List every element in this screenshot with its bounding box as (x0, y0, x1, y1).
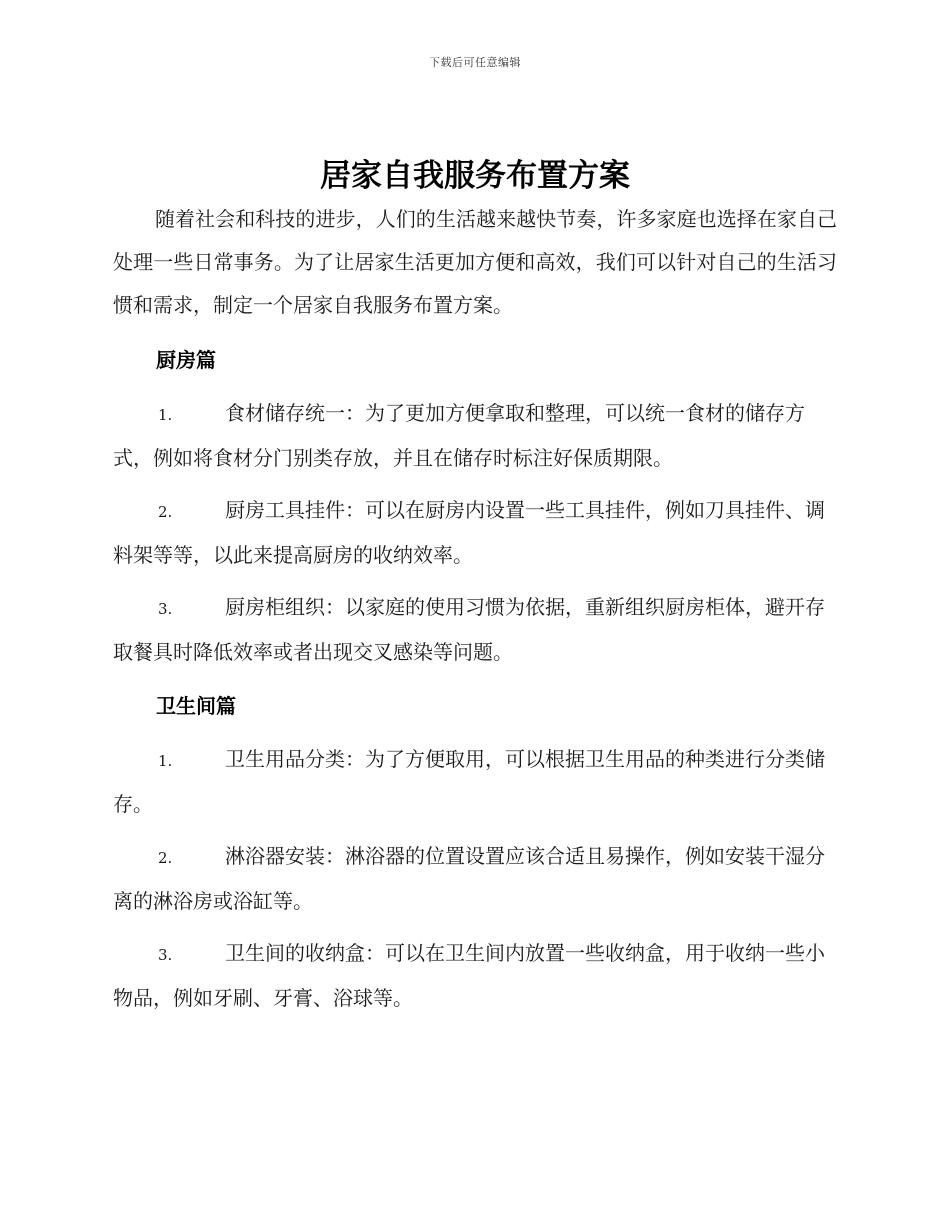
page-title: 居家自我服务布置方案 (320, 158, 630, 194)
list-item-text: 食材储存统一：为了更加方便拿取和整理，可以统一食材的储存方式，例如将食材分门别类存放，并且在储存时标注好保质期限。 (113, 401, 805, 470)
list-item-number: 1. (158, 752, 173, 770)
list-item (113, 586, 837, 674)
list-item-text: 厨房工具挂件：可以在厨房内设置一些工具挂件，例如刀具挂件、调料架等等，以此来提高厨房的收纳效率。 (113, 498, 825, 567)
list-item-number: 2. (158, 503, 173, 521)
section-heading-bathroom: 卫生间篇 (156, 694, 236, 718)
list-item (113, 738, 837, 826)
list-item-text: 厨房柜组织：以家庭的使用习惯为依据，重新组织厨房柜体，避开存取餐具时降低效率或者出现交叉感染等问题。 (113, 595, 825, 664)
list-item-text: 淋浴器安装：淋浴器的位置设置应该合适且易操作，例如安装干湿分离的淋浴房或浴缸等。 (113, 844, 825, 913)
list-item-text: 卫生间的收纳盒：可以在卫生间内放置一些收纳盒，用于收纳一些小物品，例如牙刷、牙膏、浴球等。 (113, 941, 825, 1010)
intro-paragraph: 随着社会和科技的进步，人们的生活越来越快节奏，许多家庭也选择在家自己处理一些日常事务。为了让居家生活更加方便和高效，我们可以针对自己的生活习惯和需求，制定一个居家自我服务布置方案。 (113, 207, 837, 317)
list-item (113, 392, 837, 480)
list-item (113, 932, 837, 1020)
header-note: 下载后可任意编辑 (429, 56, 521, 69)
list-item-text: 卫生用品分类：为了方便取用，可以根据卫生用品的种类进行分类储存。 (113, 747, 825, 816)
list-item-number: 2. (158, 849, 173, 867)
list-item (113, 835, 837, 923)
list-item-number: 1. (158, 406, 173, 424)
list-item-number: 3. (158, 600, 173, 618)
list-item-number: 3. (158, 946, 173, 964)
section-heading-kitchen: 厨房篇 (156, 348, 216, 372)
list-item (113, 489, 837, 577)
